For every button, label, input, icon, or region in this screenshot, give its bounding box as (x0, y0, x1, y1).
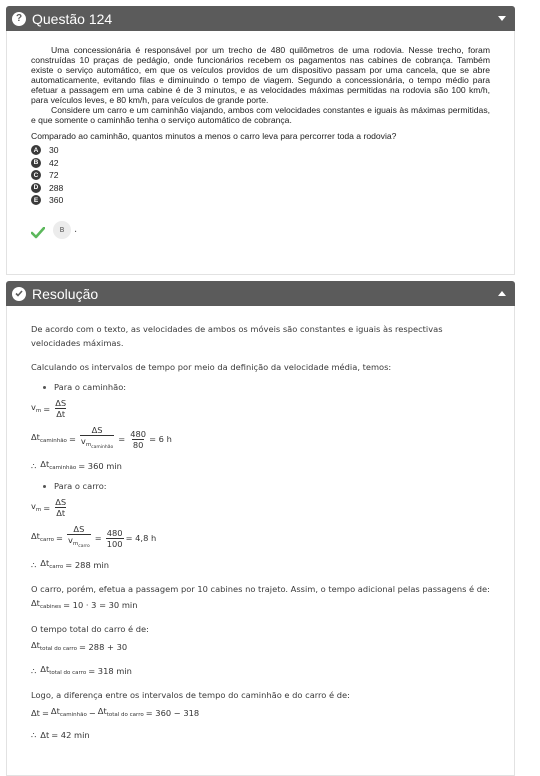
formula-total: $\Delta t_{total do carro}$ = 288 + 30 (31, 640, 128, 652)
answer-suffix: . (74, 224, 78, 235)
resolution-title: Resolução (32, 285, 99, 302)
answer-badge: B (53, 221, 71, 239)
total-result: ∴ $\Delta t_{total do carro}$ = 318 min (31, 664, 132, 676)
answer-row (31, 221, 490, 239)
option-b[interactable] (31, 157, 490, 170)
truck-result-hours: = 6 h (149, 434, 172, 444)
truck-result-minutes: ∴ $\Delta t_{caminhão}$ = 360 min (31, 459, 122, 471)
option-text-d: 288 (49, 182, 64, 193)
option-c[interactable] (31, 169, 490, 182)
option-letter-a: A (31, 145, 41, 155)
cabines-text: O carro, porém, efetua a passagem por 10 cabines no trajeto. Assim, o tempo adicional pelas passagens é de: (31, 584, 490, 594)
diff-text: Logo, a diferença entre os intervalos de tempo do caminhão e do carro é de: (31, 690, 350, 700)
formula-vm-car: $v_m$ = $\frac{\Delta S}{\Delta t}$ (31, 497, 67, 518)
check-circle-icon (12, 287, 26, 301)
resolution-panel (6, 281, 515, 776)
options-list (31, 144, 490, 207)
option-text-c: 72 (49, 170, 59, 181)
formula-vm-truck: $v_m$ = $\frac{\Delta S}{\Delta t}$ (31, 398, 67, 419)
question-paragraph-1: Uma concessionária é responsável por um trecho de 480 quilômetros de uma rodovia. Nesse trecho, foram construídas 10 praças de pedágio, onde funcionários recebem os pagamentos nas cabines de cobrança. Também existe o serviço automático, em que os veículos providos de um dispositivo passam por uma cancela, que se abre automaticamente, evitando filas e diminuindo o tempo de viagem. Segundo a concessionária, o tempo médio para efetuar a passagem em uma cabine é de 3 minutos, e as velocidades máximas permitidas na rodovia são 100 km/h, para veículos leves, e 80 km/h, para veículos de grande porte. (31, 45, 490, 105)
formula-dt-truck: $\Delta t_{caminhão}$ = $\frac{\Delta S}{v_{m_{caminhão}}}$ = $\frac{480}{80}$ = 6 h (31, 425, 490, 453)
total-text: O tempo total do carro é de: (31, 624, 149, 634)
formula-diff: Δt = $\Delta t_{caminhão}$ − $\Delta t_{total do carro}$ = 360 − 318 (31, 706, 200, 718)
question-panel (6, 6, 515, 275)
option-d[interactable] (31, 182, 490, 195)
truck-bullet-label: Para o caminhão: (54, 382, 127, 392)
fraction-ds-dt: $\frac{\Delta S}{\Delta t}$ (55, 398, 67, 419)
chevron-down-icon[interactable] (497, 14, 507, 24)
car-result-hours: = 4,8 h (125, 533, 157, 543)
formula-cabines: $\Delta t_{cabines}$ = 10 · 3 = 30 min (31, 598, 138, 610)
question-panel-header[interactable] (6, 6, 515, 31)
formula-dt-car: $\Delta t_{carro}$ = $\frac{\Delta S}{v_{m_{carro}}}$ = $\frac{480}{100}$ = 4,8 h (31, 524, 490, 552)
option-text-e: 360 (49, 195, 64, 206)
vm-symbol: $v_m$ (31, 401, 42, 414)
calc-intro: Calculando os intervalos de tempo por meio da definição da velocidade média, temos: (31, 362, 392, 372)
bullet-dot (43, 485, 46, 488)
chevron-up-icon[interactable] (497, 289, 507, 299)
question-title: Questão 124 (32, 10, 113, 27)
question-paragraph-2: Considere um carro e um caminhão viajando, ambos com velocidades constantes e iguais às máximas permitidas, e que somente o caminhão tenha o serviço automático de cobrança. (31, 105, 490, 125)
option-letter-d: D (31, 183, 41, 193)
truck-bullet (31, 380, 490, 394)
resolution-intro: De acordo com o texto, as velocidades de ambos os móveis são constantes e iguais às respectivas velocidades máximas. (31, 324, 443, 348)
final-result: ∴ Δt = 42 min (31, 730, 90, 740)
option-text-a: 30 (49, 145, 59, 156)
car-bullet-label: Para o carro: (54, 481, 107, 491)
option-text-b: 42 (49, 157, 59, 168)
option-letter-b: B (31, 158, 41, 168)
resolution-body (6, 306, 515, 776)
question-text (31, 45, 490, 125)
question-prompt: Comparado ao caminhão, quantos minutos a menos o carro leva para percorrer toda a rodovia? (31, 131, 397, 141)
bullet-dot (43, 386, 46, 389)
question-mark-icon: ? (12, 12, 26, 26)
question-body (6, 31, 515, 275)
option-letter-c: C (31, 170, 41, 180)
option-a[interactable] (31, 144, 490, 157)
car-result-minutes: ∴ $\Delta t_{carro}$ = 288 min (31, 558, 110, 570)
option-letter-e: E (31, 195, 41, 205)
car-bullet (31, 479, 490, 493)
resolution-panel-header[interactable] (6, 281, 515, 306)
option-e[interactable] (31, 194, 490, 207)
check-icon (31, 224, 45, 236)
